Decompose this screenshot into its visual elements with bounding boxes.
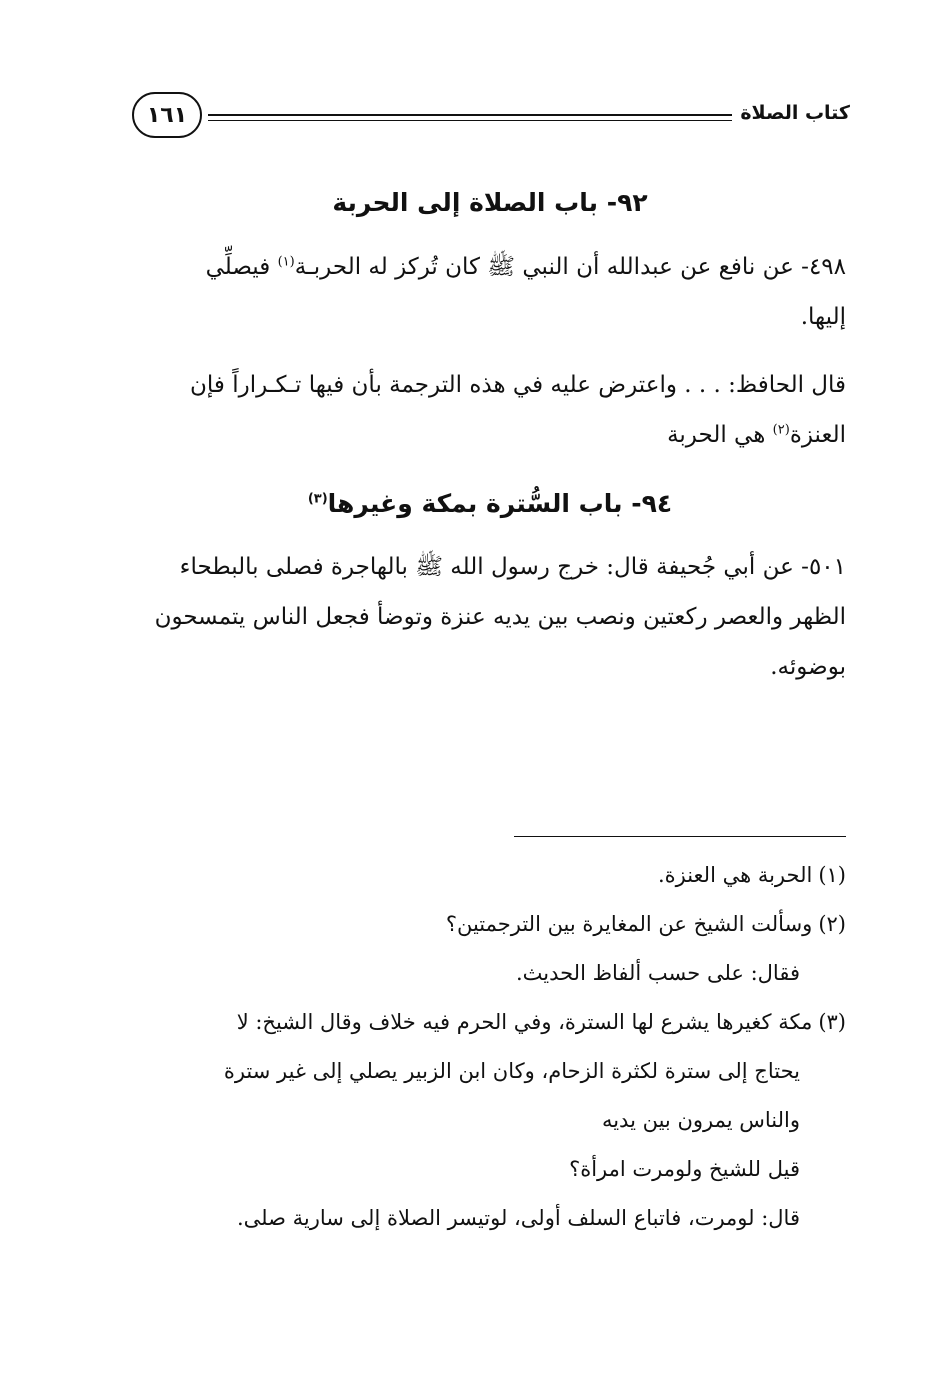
footnote-3-line1: مكة كغيرها يشرع لها السترة، وفي الحرم فيه خلاف وقال الشيخ: لا	[236, 1010, 813, 1034]
hafiz-comment-line2b: هي الحربة	[667, 422, 773, 448]
hadith-498-text-a: ٤٩٨- عن نافع عن عبدالله أن النبي ﷺ كان تُركز له الحربـة	[294, 254, 846, 280]
footnotes	[134, 851, 846, 1243]
footnote-2-number: (٢)	[818, 912, 846, 936]
footnote-marker-2: (٢)	[772, 422, 790, 438]
footnote-3-line3: والناس يمرون بين يديه	[601, 1108, 800, 1132]
hadith-498-text-c: إليها.	[800, 304, 846, 330]
footnote-1	[134, 851, 846, 900]
footnote-1-text: الحربة هي العنزة.	[657, 863, 813, 887]
hadith-501	[134, 542, 846, 692]
header-rule	[208, 114, 732, 121]
chapter-heading-92: ٩٢- باب الصلاة إلى الحربة	[332, 188, 648, 217]
book-title: كتاب الصلاة	[740, 102, 850, 124]
chapter-heading-94	[134, 476, 846, 532]
hadith-501-line3: بوضوئه.	[770, 654, 846, 680]
footnote-2-continuation: فقال: على حسب ألفاظ الحديث.	[515, 961, 800, 985]
hadith-501-line1: ٥٠١- عن أبي جُحيفة قال: خرج رسول الله ﷺ بالهاجرة فصلى بالبطحاء	[179, 554, 846, 580]
footnote-2	[134, 900, 846, 949]
hafiz-comment	[134, 360, 846, 460]
main-text	[134, 176, 846, 692]
hadith-498-text-b: فيصلِّي	[205, 254, 278, 280]
hadith-498	[134, 242, 846, 342]
hafiz-comment-line2a: العنزة	[789, 422, 846, 448]
footnote-3-line4: قيل للشيخ ولومرت امرأة؟	[569, 1157, 800, 1181]
footnote-marker-1: (١)	[277, 254, 295, 270]
footnote-3-number: (٣)	[818, 1010, 846, 1034]
footnote-2-text: وسألت الشيخ عن المغايرة بين الترجمتين؟	[445, 912, 813, 936]
footnote-separator	[514, 836, 846, 837]
footnote-1-number: (١)	[818, 863, 846, 887]
hafiz-comment-line1: قال الحافظ: . . . واعترض عليه في هذه الترجمة بأن فيها تـكـراراً فإن	[190, 372, 846, 398]
footnote-3-line5: قال: لومرت، فاتباع السلف أولى، لوتيسر الصلاة إلى سارية صلى.	[236, 1206, 800, 1230]
footnote-3	[134, 998, 846, 1047]
chapter-heading-94-text: ٩٤- باب السُّترة بمكة وغيرها	[327, 489, 673, 518]
page-number: ١٦١	[146, 102, 188, 128]
footnote-3-line2: يحتاج إلى سترة لكثرة الزحام، وكان ابن الزبير يصلي إلى غير سترة	[223, 1059, 800, 1083]
hadith-501-line2: الظهر والعصر ركعتين ونصب بين يديه عنزة وتوضأ فجعل الناس يتمسحون	[154, 604, 846, 630]
page-number-badge	[132, 92, 202, 138]
footnote-marker-3: (٣)	[307, 491, 328, 507]
running-header	[130, 92, 850, 144]
